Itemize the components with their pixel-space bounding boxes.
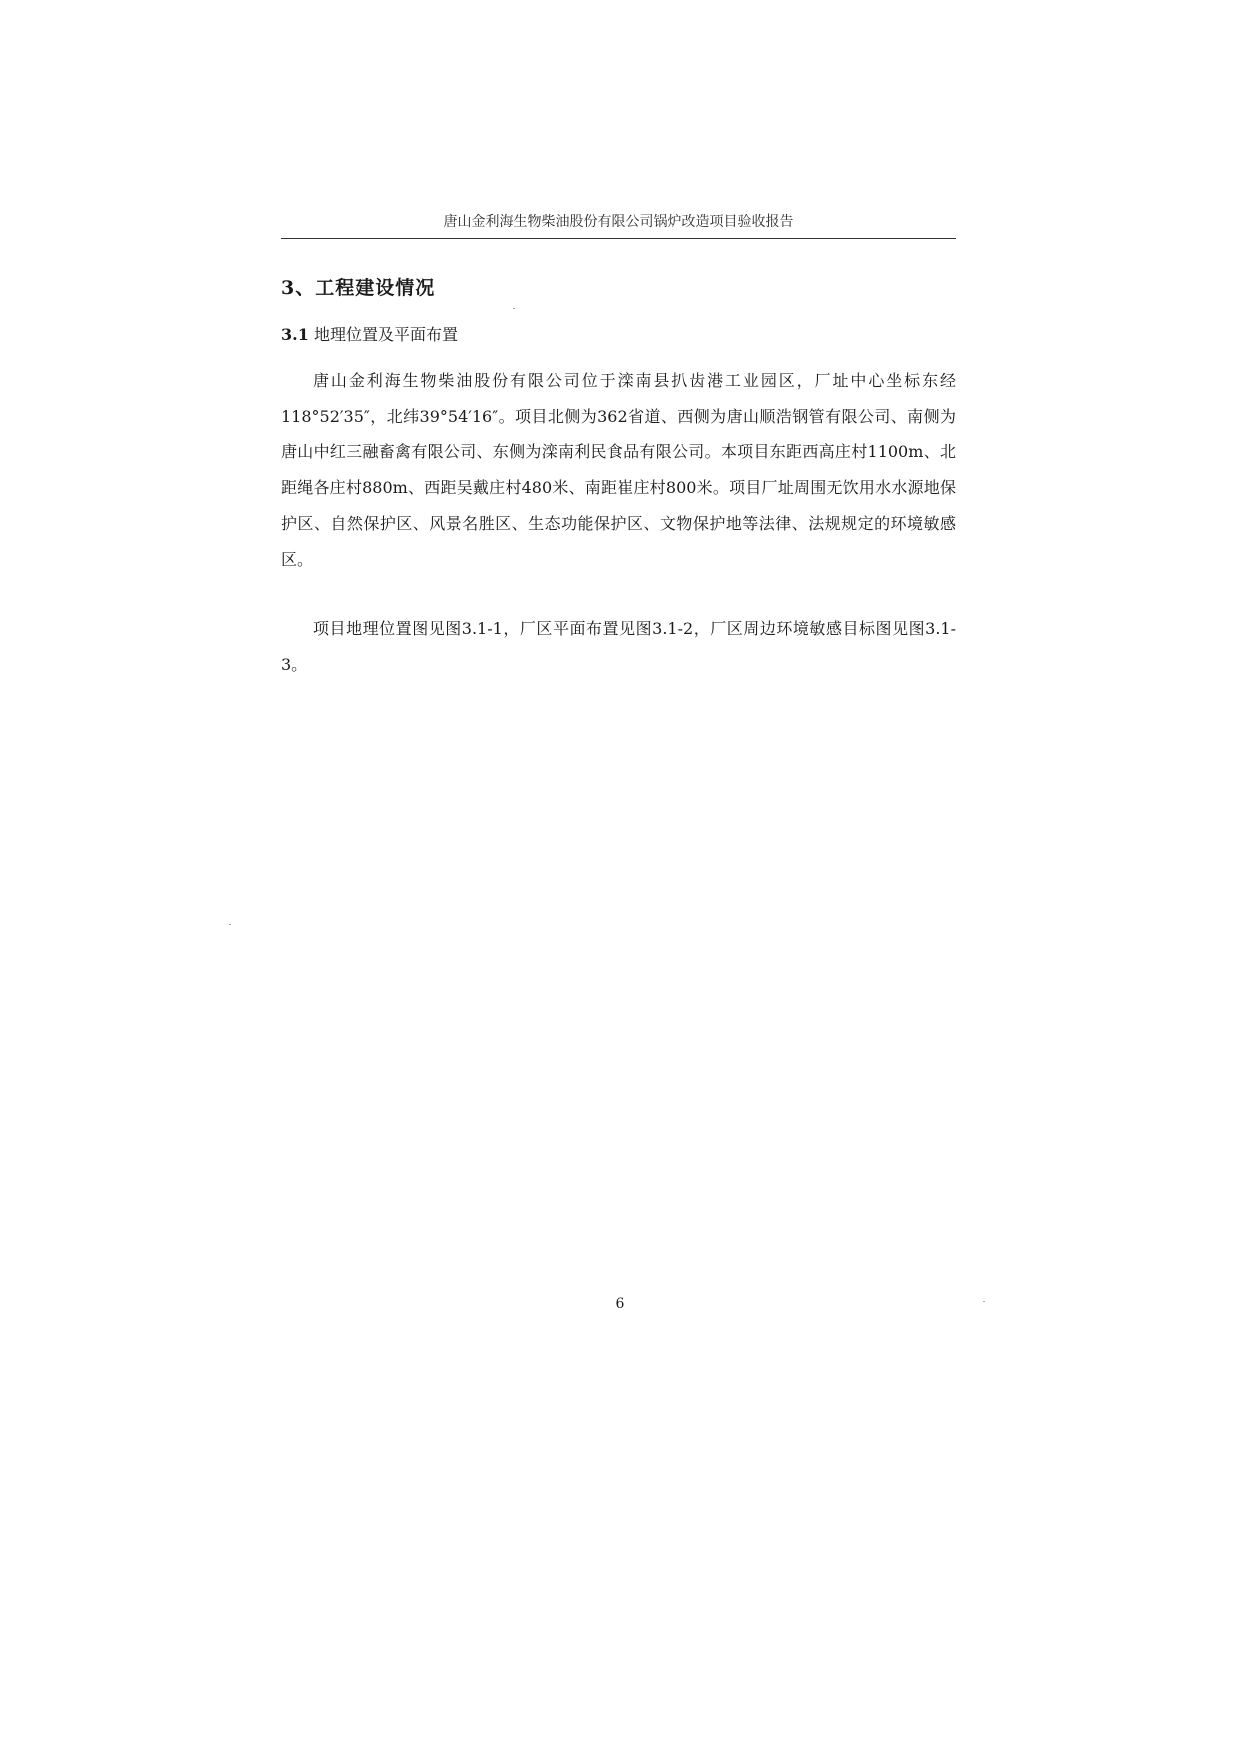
scan-speck bbox=[513, 308, 515, 309]
scan-speck bbox=[229, 924, 231, 925]
subsection-title: 地理位置及平面布置 bbox=[313, 325, 458, 344]
scan-speck bbox=[983, 1301, 985, 1302]
paragraph-location: 唐山金利海生物柴油股份有限公司位于滦南县扒齿港工业园区，厂址中心坐标东经118°52′35″，北纬39°54′16″。项目北侧为362省道、西侧为唐山顺浩钢管有限公司、南侧为唐山中红三融畜禽有限公司、东侧为滦南利民食品有限公司。本项目东距西高庄村1100m、北距绳各庄村880m、西距吴戴庄村480米、南距崔庄村800米。项目厂址周围无饮用水水源地保护区、自然保护区、风景名胜区、生态功能保护区、文物保护地等法律、法规规定的环境敏感区。 bbox=[281, 371, 956, 569]
header-title: 唐山金利海生物柴油股份有限公司锅炉改造项目验收报告 bbox=[443, 214, 794, 230]
paragraph-figure-references: 项目地理位置图见图3.1-1，厂区平面布置见图3.1-2，厂区周边环境敏感目标图见图3.1-3。 bbox=[281, 619, 956, 674]
page-number: 6 bbox=[615, 1296, 625, 1312]
page-header bbox=[281, 212, 956, 239]
subsection-heading bbox=[281, 323, 458, 347]
subsection-number: 3.1 bbox=[281, 325, 309, 344]
section-title: 3、工程建设情况 bbox=[281, 277, 436, 299]
